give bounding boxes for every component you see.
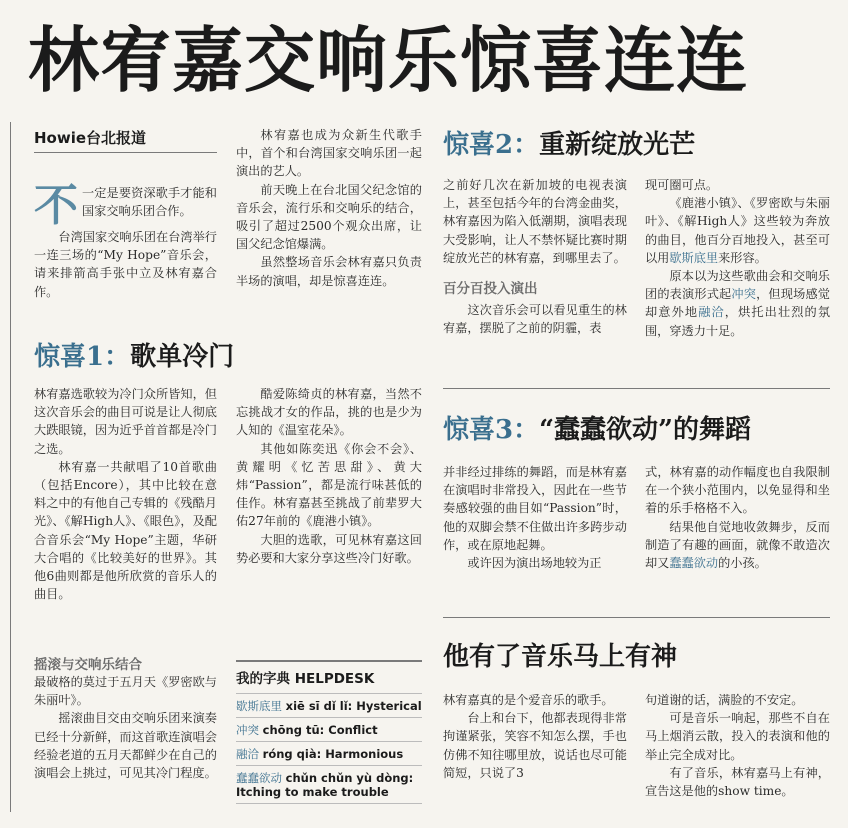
dictionary-box [236,660,422,804]
section-4-title: 他有了音乐马上有神 [443,642,678,672]
left-column-rule [10,122,11,812]
highlight-term: 蠢蠢欲动 [669,556,719,571]
text-run: ，烘托出壮烈的氛围，穿透力十足。 [645,305,831,338]
masthead-title: 林宥嘉交响乐惊喜连连 [28,18,749,102]
rock-paragraph-1: 最破格的莫过于五月天《罗密欧与朱丽叶》。 [34,675,217,708]
dictionary-definition-line-2: Itching to make trouble [236,785,389,799]
section-3-col1-paragraph-2: 或许因为演出场地较为正 [467,556,602,571]
section-1-col1-paragraph-1: 林宥嘉选歌较为冷门众所皆知，但这次音乐会的曲目可说是让人彻底大跌眼镜，因为近乎首首都是冷门之选。 [34,387,217,456]
highlight-term: 融洽 [698,305,725,320]
section-2-col2-paragraph-1: 现可圈可点。 [645,178,719,192]
section-2-heading [443,128,695,162]
text-run: 《鹿港小镇》、《罗密欧与朱丽叶》、《解High人》这些较为奔放的曲目，他百分百地投入，甚至可以用 [645,196,830,265]
section-1-col2-paragraph-3: 大胆的选歌，可见林宥嘉这回势必要和大家分享这些冷门好歌。 [236,532,422,565]
section-2-col1-paragraph-1: 之前好几次在新加坡的电视表演上，甚至包括今年的台湾金曲奖，林宥嘉因为陷入低潮期，演唱表现大受影响，让人不禁怀疑比赛时期绽放光芒的林宥嘉，到哪里去了。 [443,178,627,265]
dictionary-term: 融洽 [236,747,259,761]
dictionary-entry [236,717,422,741]
byline: Howie台北报道 [34,129,147,147]
drop-cap: 不 [34,180,78,231]
section-divider [443,617,830,618]
section-4-heading [443,640,677,674]
section-4-col1-paragraph-2: 台上和台下，他都表现得非常拘谨紧张，笑容不知怎么摆，手也仿佛不知往哪里放，说话也尽可能简短，只说了3 [443,711,627,780]
subhead-full-commitment: 百分百投入演出 [443,281,538,298]
dictionary-title: 我的字典 HELPDESK [236,671,375,687]
intro-block [34,180,217,301]
section-1-heading [34,340,234,374]
section-2-col2-paragraph-2 [645,194,830,267]
section-4-col2-paragraph-1: 句道谢的话，满脸的不安定。 [645,693,804,707]
subhead-rock: 摇滚与交响乐结合 [34,657,142,673]
section-4-col2-paragraph-3: 有了音乐，林宥嘉马上有神，宣告这是他的show time。 [645,765,830,799]
section-2-col1-paragraph-2: 这次音乐会可以看见重生的林宥嘉，摆脱了之前的阴霾，表 [443,303,627,336]
section-1-col2-paragraph-2: 其他如陈奕迅《你会不会》、黄耀明《忆苦思甜》、黄大炜“Passion”，都是流行味甚低的佳作。林宥嘉甚至挑战了前辈罗大佑27年前的《鹿港小镇》。 [236,441,422,529]
text-run: ，但现场感觉却意外地 [645,287,830,320]
section-2-title: 重新绽放光芒 [539,130,696,160]
text-run: 结果他自觉地收敛舞步，反而制造了有趣的画面，就像不敢造次却又 [645,519,830,571]
col2-top-paragraph-2: 前天晚上在台北国父纪念馆的音乐会，流行乐和交响乐的结合，吸引了超过2500个观众出席，让国父纪念馆爆满。 [236,182,422,252]
section-4-col1-paragraph-1: 林宥嘉真的是个爱音乐的歌手。 [443,693,614,707]
section-1-title: 歌单冷门 [130,342,235,372]
col2-top-paragraph-3: 虽然整场音乐会林宥嘉只负责半场的演唱，却是惊喜连连。 [236,255,422,288]
section-2-col-1 [443,176,627,337]
section-1-col-1 [34,385,217,603]
byline-rule [34,152,217,153]
dictionary-entry [236,741,422,765]
intro-p1-text: 一定是要资深歌手才能和国家交响乐团合作。 [82,186,217,219]
dictionary-definition: xiē sī dǐ lǐ: Hysterical [285,699,422,713]
section-3-title: “蠢蠢欲动”的舞蹈 [539,415,752,445]
section-1-number: 惊喜1： [34,342,131,372]
section-3-heading [443,413,751,447]
section-2-number: 惊喜2： [443,130,540,160]
highlight-term: 歇斯底里 [669,250,719,265]
section-3-col-2 [645,463,830,572]
dictionary-term: 歇斯底里 [236,699,282,713]
section-3-col1-paragraph-1: 并非经过排练的舞蹈，而是林宥嘉在演唱时非常投入，因此在一些节奏感较强的曲目如“Passion”时，他的双脚会禁不住做出许多跨步动作，或在原地起舞。 [443,465,627,552]
section-3-col2-paragraph-2 [645,518,830,573]
col2-top-block [236,126,422,290]
highlight-term: 冲突 [731,287,757,302]
section-3-number: 惊喜3： [443,415,540,445]
col2-top-paragraph-1: 林宥嘉也成为众新生代歌手中，首个和台湾国家交响乐团一起演出的艺人。 [236,128,422,179]
text-run: 原本以为这些歌曲会和交响乐团的表演形式起 [645,269,830,302]
text-run: 来形容。 [718,250,767,265]
section-divider [443,388,830,389]
dictionary-definition: róng qià: Harmonious [262,747,404,761]
intro-paragraph-2: 台湾国家交响乐团在台湾举行一连三场的“My Hope”音乐会，请来排箭高手张中立及林宥嘉合作。 [34,230,217,299]
section-4-col-1 [443,691,627,782]
section-3-col-1 [443,463,627,572]
section-4-col2-paragraph-2: 可是音乐一响起，那些不自在马上烟消云散，投入的表演和他的举止完全成对比。 [645,711,830,762]
rock-paragraph-2: 摇滚曲目交由交响乐团来演奏已经十分新鲜，而这首歌连演唱会经验老道的五月天都鲜少在自己的演唱会上挑过，可见其冷门程度。 [34,711,217,781]
dictionary-definition: chōng tū: Conflict [262,723,378,737]
section-3-col2-paragraph-1: 式，林宥嘉的动作幅度也自我限制在一个狭小范围内，以免显得和坐着的乐手格格不入。 [645,465,830,516]
dictionary-term: 蠢蠢欲动 [236,771,282,785]
dictionary-entry [236,693,422,717]
section-1-col1-paragraph-2: 林宥嘉一共献唱了10首歌曲（包括Encore），其中比较在意料之中的有他自己专辑的《残酷月光》、《解High人》、《眼色》，及配合音乐会“My Hope”主题，华研大合唱的《比较美好的世界》。其他6曲则都是他所欣赏的音乐人的曲目。 [34,459,217,602]
dictionary-entry [236,765,422,804]
rock-block [34,673,217,782]
section-1-col2-paragraph-1: 酷爱陈绮贞的林宥嘉，当然不忘挑战才女的作品，挑的也是少为人知的《温室花朵》。 [236,387,422,438]
section-1-col-2 [236,385,422,567]
section-4-col-2 [645,691,830,800]
section-2-col2-paragraph-3 [645,267,830,340]
text-run: 的小孩。 [718,556,767,571]
dictionary-definition: chǔn chǔn yù dòng: [285,771,414,785]
section-2-col-2 [645,176,830,340]
intro-paragraph-1 [34,180,217,231]
dictionary-term: 冲突 [236,723,259,737]
